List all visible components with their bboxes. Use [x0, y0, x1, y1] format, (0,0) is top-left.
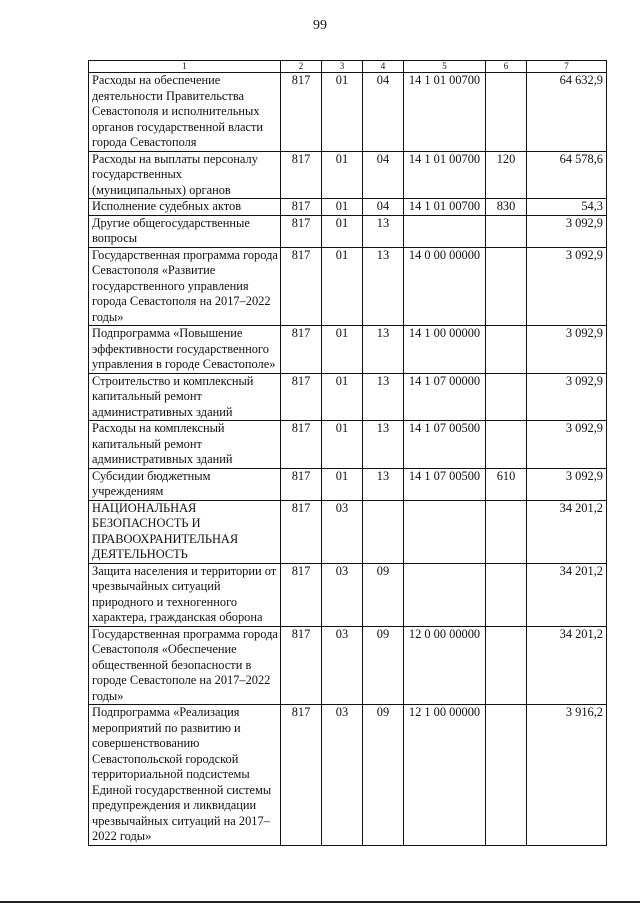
cell-grbs: 817 [281, 247, 322, 326]
table-row [89, 563, 607, 626]
cell-target-article: 14 1 01 00700 [404, 73, 486, 152]
table-row [89, 199, 607, 216]
header-col-1: 1 [89, 61, 281, 73]
cell-amount: 3 092,9 [527, 421, 607, 469]
cell-section: 01 [322, 421, 363, 469]
header-col-5: 5 [404, 61, 486, 73]
cell-subsection: 13 [363, 373, 404, 421]
cell-target-article: 14 1 07 00500 [404, 421, 486, 469]
cell-target-article: 14 1 01 00700 [404, 199, 486, 216]
cell-section: 01 [322, 326, 363, 374]
cell-amount: 3 092,9 [527, 326, 607, 374]
cell-amount: 3 092,9 [527, 215, 607, 247]
cell-section: 01 [322, 247, 363, 326]
cell-subsection: 13 [363, 326, 404, 374]
cell-subsection: 13 [363, 215, 404, 247]
cell-name: Строительство и комплексный капитальный ремонт административных зданий [89, 373, 281, 421]
cell-amount: 3 092,9 [527, 373, 607, 421]
header-col-3: 3 [322, 61, 363, 73]
cell-subsection: 04 [363, 73, 404, 152]
table-row [89, 326, 607, 374]
cell-amount: 3 092,9 [527, 247, 607, 326]
table-row [89, 421, 607, 469]
cell-section: 03 [322, 705, 363, 846]
cell-name: Расходы на комплексный капитальный ремонт административных зданий [89, 421, 281, 469]
cell-grbs: 817 [281, 500, 322, 563]
cell-expense-type [486, 421, 527, 469]
cell-section: 01 [322, 73, 363, 152]
budget-table-container [88, 60, 606, 846]
cell-name: Расходы на обеспечение деятельности Правительства Севастополя и исполнительных органов государственной власти города Севастополя [89, 73, 281, 152]
cell-target-article: 14 1 01 00700 [404, 151, 486, 199]
cell-subsection: 04 [363, 199, 404, 216]
cell-amount: 34 201,2 [527, 626, 607, 705]
cell-grbs: 817 [281, 705, 322, 846]
cell-name: Субсидии бюджетным учреждениям [89, 468, 281, 500]
header-col-2: 2 [281, 61, 322, 73]
table-body [89, 73, 607, 846]
cell-expense-type [486, 247, 527, 326]
cell-grbs: 817 [281, 326, 322, 374]
cell-amount: 3 916,2 [527, 705, 607, 846]
header-col-7: 7 [527, 61, 607, 73]
cell-subsection: 04 [363, 151, 404, 199]
cell-section: 01 [322, 373, 363, 421]
cell-target-article [404, 215, 486, 247]
cell-section: 03 [322, 563, 363, 626]
cell-target-article [404, 563, 486, 626]
cell-expense-type [486, 500, 527, 563]
cell-target-article: 12 0 00 00000 [404, 626, 486, 705]
budget-table [88, 60, 607, 846]
scan-bottom-edge [0, 901, 640, 903]
cell-target-article: 14 1 00 00000 [404, 326, 486, 374]
cell-subsection: 13 [363, 468, 404, 500]
table-header-row [89, 61, 607, 73]
cell-section: 01 [322, 151, 363, 199]
cell-expense-type: 120 [486, 151, 527, 199]
table-row [89, 468, 607, 500]
cell-target-article: 14 1 07 00500 [404, 468, 486, 500]
cell-subsection: 09 [363, 705, 404, 846]
cell-name: Расходы на выплаты персоналу государственных (муниципальных) органов [89, 151, 281, 199]
cell-section: 03 [322, 500, 363, 563]
cell-expense-type [486, 373, 527, 421]
cell-expense-type [486, 73, 527, 152]
cell-grbs: 817 [281, 563, 322, 626]
cell-name: Государственная программа города Севастополя «Развитие государственного управления города Севастополя на 2017–2022 годы» [89, 247, 281, 326]
cell-amount: 34 201,2 [527, 563, 607, 626]
cell-amount: 54,3 [527, 199, 607, 216]
cell-expense-type [486, 215, 527, 247]
cell-grbs: 817 [281, 373, 322, 421]
table-row [89, 705, 607, 846]
cell-section: 01 [322, 199, 363, 216]
cell-section: 03 [322, 626, 363, 705]
cell-section: 01 [322, 215, 363, 247]
cell-grbs: 817 [281, 468, 322, 500]
cell-name: Подпрограмма «Повышение эффективности государственного управления в городе Севастополе» [89, 326, 281, 374]
table-row [89, 215, 607, 247]
cell-expense-type: 830 [486, 199, 527, 216]
cell-expense-type [486, 563, 527, 626]
table-row [89, 151, 607, 199]
cell-expense-type: 610 [486, 468, 527, 500]
cell-target-article: 14 1 07 00000 [404, 373, 486, 421]
page-number: 99 [313, 18, 327, 33]
cell-grbs: 817 [281, 73, 322, 152]
cell-grbs: 817 [281, 626, 322, 705]
cell-subsection: 09 [363, 626, 404, 705]
header-col-6: 6 [486, 61, 527, 73]
cell-subsection: 09 [363, 563, 404, 626]
cell-grbs: 817 [281, 199, 322, 216]
cell-name: НАЦИОНАЛЬНАЯ БЕЗОПАСНОСТЬ И ПРАВООХРАНИТЕЛЬНАЯ ДЕЯТЕЛЬНОСТЬ [89, 500, 281, 563]
cell-grbs: 817 [281, 151, 322, 199]
cell-amount: 64 578,6 [527, 151, 607, 199]
table-row [89, 73, 607, 152]
cell-amount: 34 201,2 [527, 500, 607, 563]
table-row [89, 500, 607, 563]
cell-target-article: 12 1 00 00000 [404, 705, 486, 846]
cell-target-article: 14 0 00 00000 [404, 247, 486, 326]
cell-name: Государственная программа города Севастополя «Обеспечение общественной безопасности в городе Севастополе на 2017–2022 годы» [89, 626, 281, 705]
cell-amount: 64 632,9 [527, 73, 607, 152]
header-col-4: 4 [363, 61, 404, 73]
cell-amount: 3 092,9 [527, 468, 607, 500]
table-row [89, 247, 607, 326]
cell-name: Исполнение судебных актов [89, 199, 281, 216]
cell-expense-type [486, 705, 527, 846]
cell-name: Другие общегосударственные вопросы [89, 215, 281, 247]
cell-grbs: 817 [281, 421, 322, 469]
cell-expense-type [486, 326, 527, 374]
cell-name: Защита населения и территории от чрезвычайных ситуаций природного и техногенного характера, гражданская оборона [89, 563, 281, 626]
cell-subsection: 13 [363, 247, 404, 326]
cell-expense-type [486, 626, 527, 705]
cell-section: 01 [322, 468, 363, 500]
cell-subsection [363, 500, 404, 563]
table-row [89, 626, 607, 705]
table-row [89, 373, 607, 421]
cell-subsection: 13 [363, 421, 404, 469]
cell-name: Подпрограмма «Реализация мероприятий по развитию и совершенствованию Севастопольской городской территориальной подсистемы Единой государственной системы предупреждения и ликвидации чрезвычайных ситуаций на 2017–2022 годы» [89, 705, 281, 846]
cell-target-article [404, 500, 486, 563]
cell-grbs: 817 [281, 215, 322, 247]
